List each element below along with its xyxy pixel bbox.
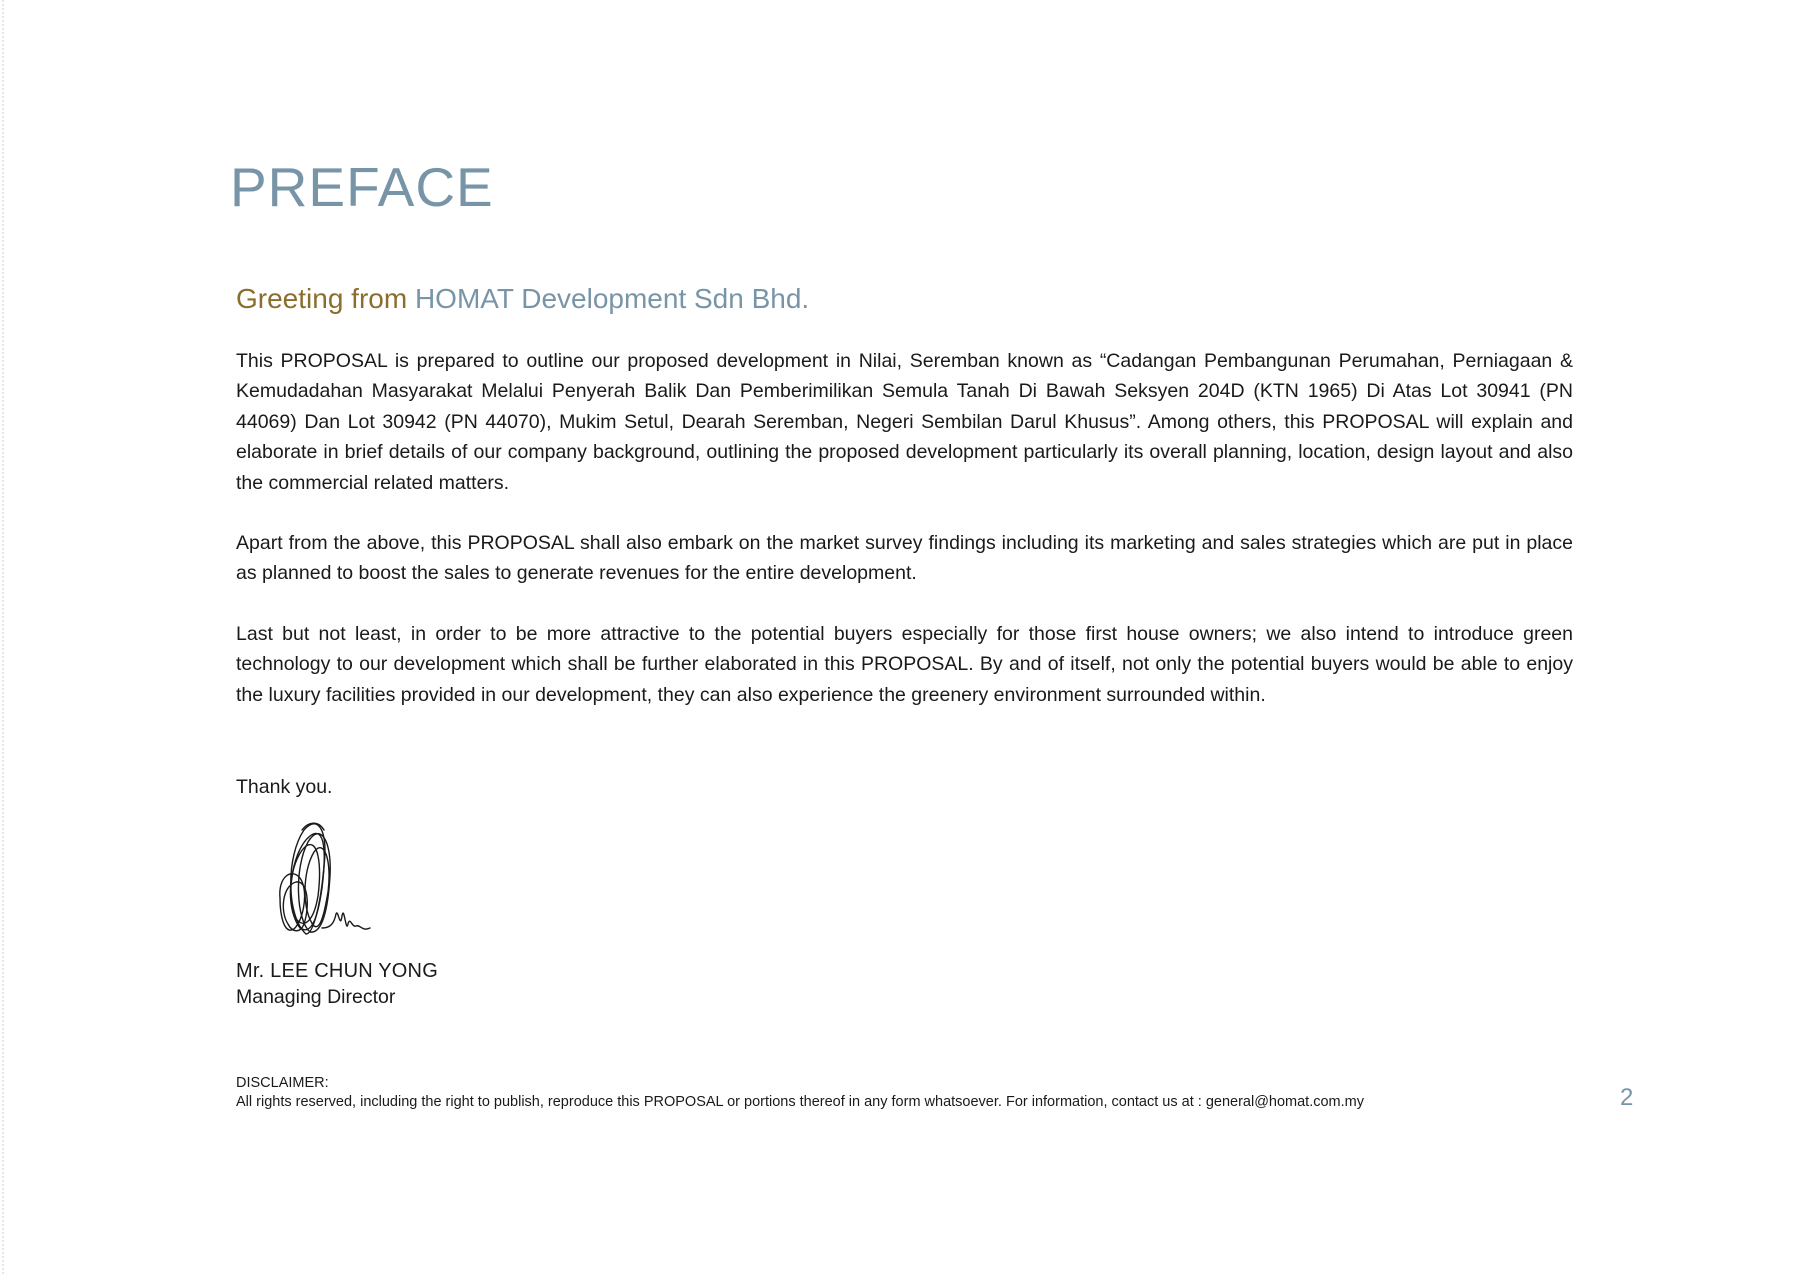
greeting-heading <box>236 282 809 316</box>
page-title: PREFACE <box>230 156 494 218</box>
signature-image <box>266 816 396 946</box>
paragraph-market-survey: Apart from the above, this PROPOSAL shall also embark on the market survey findings including its marketing and sales strategies which are put in place as planned to boost the sales to generate revenues for the entire development. <box>236 532 1573 585</box>
paragraph-introduction: This PROPOSAL is prepared to outline our proposed development in Nilai, Seremban known as “Cadangan Pembangunan Perumahan, Perniagaan & Kemudadahan Masyarakat Melalui Penyerah Balik Dan Pemberimilikan Semula Tanah Di Bawah Seksyen 204D (KTN 1965) Di Atas Lot 30941 (PN 44069) Dan Lot 30942 (PN 44070), Mukim Setul, Dearah Seremban, Negeri Sembilan Darul Khusus”. Among others, this PROPOSAL will explain and elaborate in brief details of our company background, outlining the proposed development particularly its overall planning, location, design layout and also the commercial related matters. <box>236 350 1573 494</box>
greeting-company-name: HOMAT Development Sdn Bhd. <box>414 283 810 314</box>
disclaimer-text: All rights reserved, including the right to publish, reproduce this PROPOSAL or portions thereof in any form whatsoever. For information, contact us at : general@homat.com.my <box>236 1094 1364 1110</box>
signer-block <box>236 958 438 1010</box>
signer-title: Managing Director <box>236 986 396 1008</box>
page-number: 2 <box>1620 1084 1634 1111</box>
page-edge <box>0 0 4 1274</box>
disclaimer <box>236 1074 1364 1112</box>
closing-text: Thank you. <box>236 776 333 798</box>
signer-name: Mr. LEE CHUN YONG <box>236 960 438 982</box>
greeting-prefix: Greeting from <box>236 283 408 314</box>
paragraph-green-technology: Last but not least, in order to be more attractive to the potential buyers especially for those first house owners; we also intend to introduce green technology to our development which shall be further elaborated in this PROPOSAL. By and of itself, not only the potential buyers would be able to enjoy the luxury facilities provided in our development, they can also experience the greenery environment surrounded within. <box>236 623 1573 706</box>
disclaimer-heading: DISCLAIMER: <box>236 1075 329 1091</box>
